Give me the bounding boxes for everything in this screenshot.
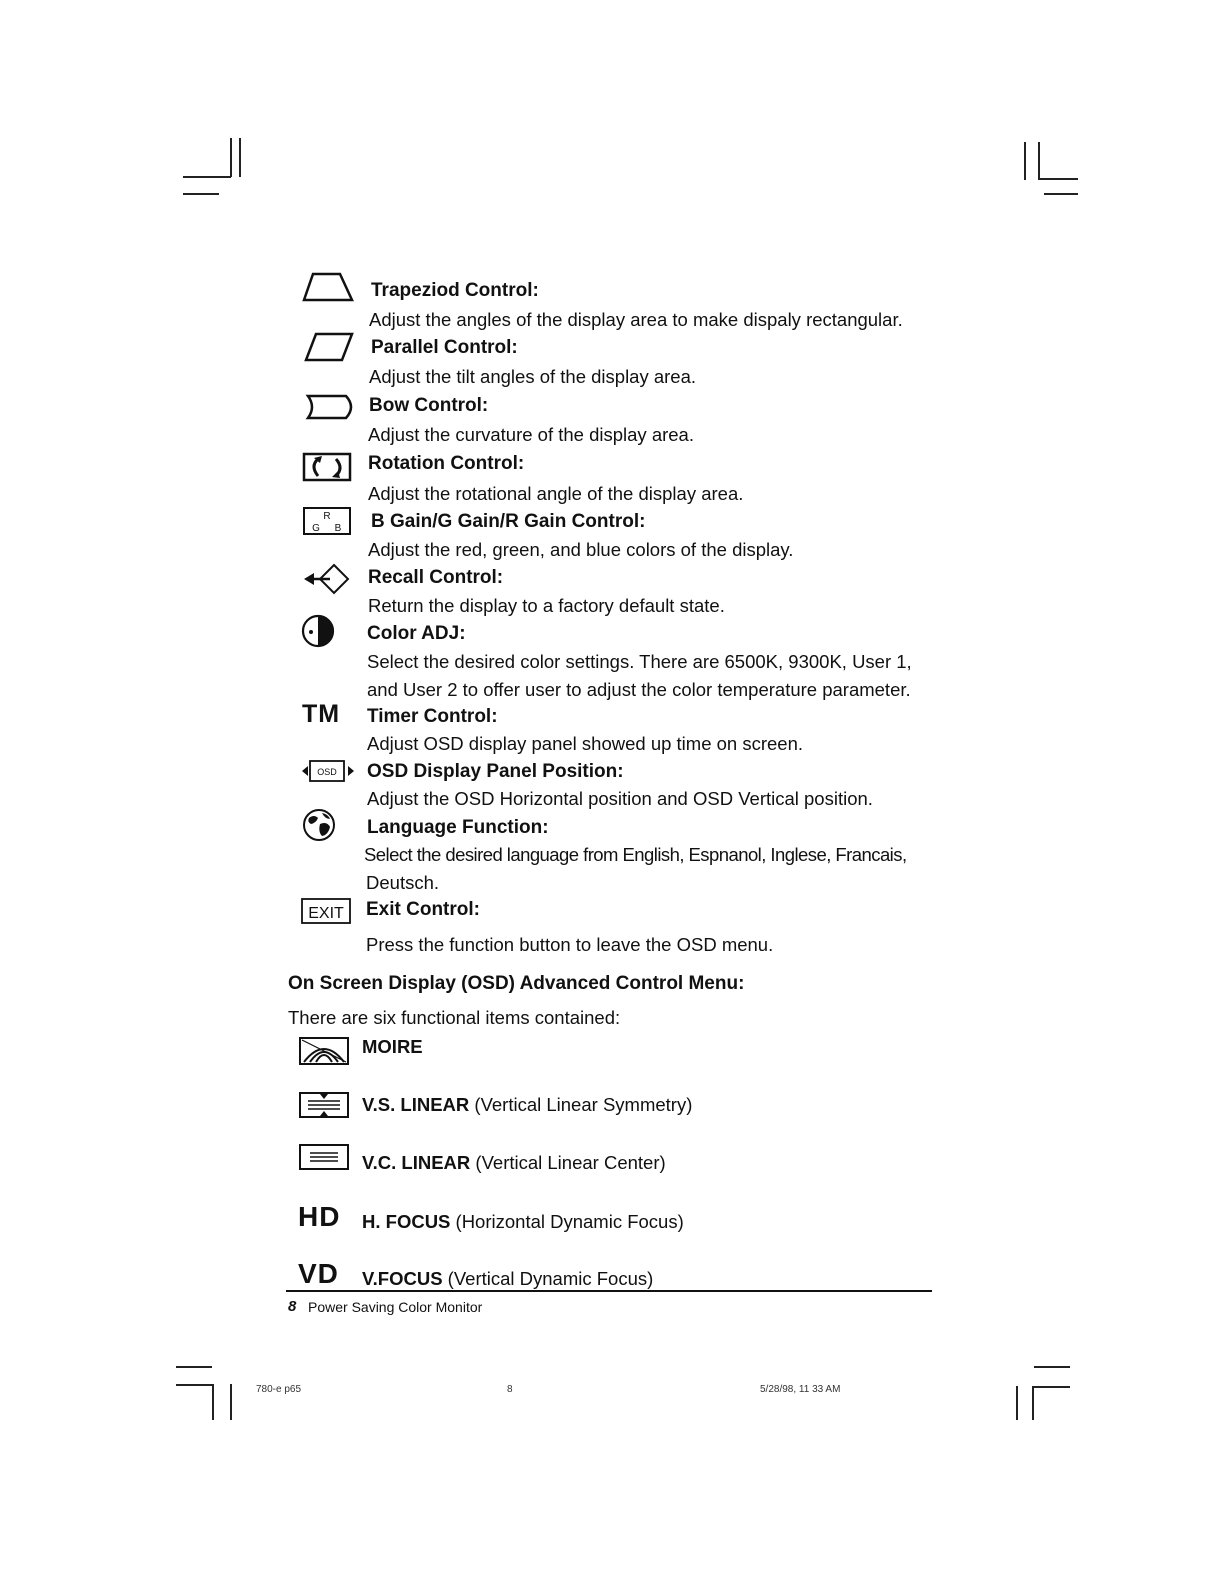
item-title-color-adj: Color ADJ: — [367, 623, 466, 644]
exit-icon — [300, 896, 354, 926]
globe-icon — [300, 808, 356, 842]
timer-icon: TM — [302, 700, 341, 728]
vc-linear-icon — [298, 1142, 352, 1172]
slug-datetime: 5/28/98, 11 33 AM — [760, 1384, 841, 1395]
slug-file: 780-e p65 — [256, 1384, 302, 1395]
advanced-item-vs-linear-detail: (Vertical Linear Symmetry) — [469, 1094, 693, 1115]
advanced-item-vc-linear-detail: (Vertical Linear Center) — [470, 1152, 666, 1173]
item-desc-color-adj-line2: and User 2 to offer user to adjust the color temperature parameter. — [367, 679, 911, 700]
advanced-item-h-focus — [362, 1211, 684, 1233]
vs-linear-icon — [298, 1090, 352, 1120]
advanced-item-moire-name: MOIRE — [362, 1036, 423, 1057]
item-title-rgb-gain: B Gain/G Gain/R Gain Control: — [371, 511, 646, 532]
item-desc-osd-position: Adjust the OSD Horizontal position and OSD Vertical position. — [367, 788, 873, 809]
slug-page: 8 — [507, 1384, 513, 1395]
item-title-osd-position: OSD Display Panel Position: — [367, 761, 624, 782]
item-desc-color-adj: Select the desired color settings. There are 6500K, 9300K, User 1, — [367, 651, 912, 672]
item-title-trapezoid: Trapeziod Control: — [371, 280, 539, 301]
osd-icon-label: OSD — [317, 767, 337, 777]
item-desc-recall: Return the display to a factory default state. — [368, 595, 725, 616]
exit-icon-label: EXIT — [308, 905, 344, 922]
advanced-item-v-focus-name: V.FOCUS — [362, 1268, 443, 1289]
rgb-icon-letter-g: G — [312, 523, 320, 534]
footer-title: Power Saving Color Monitor — [308, 1299, 483, 1315]
item-title-parallel: Parallel Control: — [371, 337, 518, 358]
rotation-icon — [300, 450, 356, 484]
advanced-item-vc-linear-name: V.C. LINEAR — [362, 1152, 471, 1173]
item-desc-parallel: Adjust the tilt angles of the display area. — [369, 366, 697, 387]
advanced-item-vs-linear-name: V.S. LINEAR — [362, 1094, 470, 1115]
item-desc-rgb-gain: Adjust the red, green, and blue colors of the display. — [368, 539, 794, 560]
footer-page-number: 8 — [288, 1298, 297, 1315]
bow-icon — [300, 390, 356, 424]
vd-icon: VD — [298, 1258, 339, 1289]
parallelogram-icon — [300, 330, 356, 364]
item-title-language: Language Function: — [367, 817, 549, 838]
advanced-item-v-focus — [362, 1268, 653, 1290]
item-title-timer: Timer Control: — [367, 706, 498, 727]
advanced-item-h-focus-detail: (Horizontal Dynamic Focus) — [450, 1211, 684, 1232]
advanced-item-moire — [362, 1036, 423, 1058]
footer-rule — [286, 1290, 932, 1292]
item-desc-language-line2: Deutsch. — [366, 872, 440, 893]
advanced-menu-heading: On Screen Display (OSD) Advanced Control Menu: — [288, 973, 745, 994]
advanced-item-vc-linear — [362, 1152, 666, 1174]
advanced-item-h-focus-name: H. FOCUS — [362, 1211, 451, 1232]
advanced-item-vs-linear — [362, 1094, 692, 1116]
recall-icon — [300, 562, 356, 596]
rgb-icon-letter-b: B — [334, 523, 342, 534]
advanced-menu-intro: There are six functional items contained: — [288, 1007, 621, 1028]
item-title-exit: Exit Control: — [366, 899, 480, 920]
item-title-bow: Bow Control: — [369, 395, 489, 416]
item-title-rotation: Rotation Control: — [368, 453, 525, 474]
item-desc-language: Select the desired language from English, Espnanol, Inglese, Francais, — [364, 844, 907, 865]
rgb-gain-icon — [300, 504, 356, 538]
color-adj-icon — [300, 614, 356, 648]
item-desc-timer: Adjust OSD display panel showed up time on screen. — [367, 733, 804, 754]
item-title-recall: Recall Control: — [368, 567, 504, 588]
osd-position-icon — [300, 754, 356, 788]
item-desc-rotation: Adjust the rotational angle of the display area. — [368, 483, 744, 504]
item-desc-exit: Press the function button to leave the OSD menu. — [366, 934, 774, 955]
advanced-item-v-focus-detail: (Vertical Dynamic Focus) — [442, 1268, 654, 1289]
moire-icon — [298, 1034, 352, 1068]
item-desc-trapezoid: Adjust the angles of the display area to make dispaly rectangular. — [369, 309, 903, 330]
hd-icon: HD — [298, 1201, 341, 1232]
rgb-icon-letter-r: R — [323, 511, 331, 522]
item-desc-bow: Adjust the curvature of the display area. — [368, 424, 694, 445]
trapezoid-icon — [300, 270, 356, 304]
